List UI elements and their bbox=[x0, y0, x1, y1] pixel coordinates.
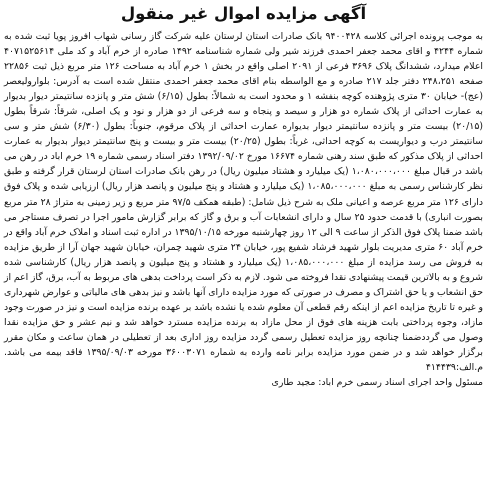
notice-body: به موجب پرونده اجرائی کلاسه ۹۴۰۰۴۲۸ بانک صادرات استان لرستان علیه شرکت گاز رسانی شهاب افروز پویا ثبت شده به شماره ۴۲۴۴ و اقای محمد جعفر احمدی فرزند شیر ولی شماره شناسنامه ۱۴۹۲ صادره از خرم آباد و کد ملی ۴۰۷۱۵۲۵۶۱۴ اعلام میدارد، ششدانگ پلاک ۳۶۹۶ فرعی از ۲۰۹۱ اصلی واقع در بخش ۱ خرم آباد به مساحت ۱۲۶ متر مربع ذیل ثبت ۲۲۸۵۶ صفحه ۲۴۸،۲۵۱ دفتر جلد ۲۱۷ صادره و مع الواسطه بنام اقای محمد جعفر احمدی منتقل شده است به آدرس: بلوارولیعصر (عج)- خیابان ۳۰ متری پژوهنده کوچه بنفشه ۱ و محدود است به شمالاً: بطول (۶/۱۵) شش متر و پانزده سانتیمتر دیوار بدیوار به عمارت احداثی از پلاک شماره دو هزار و سیصد و پنجاه و سه فرعی از دو هزار و نود و یک اصلی، شرقاً: شرقاً بطول (۲۰/۱۵) بیست متر و پانزده سانتیمتر دیوار بدیواره عمارت احداثی از پلاک مرقوم، جنوباً: بطول (۶/۳۰) شش متر و سی سانتیمتر درب و دیواریست به کوچه احداثی، غرباً: بطول (۲۰/۲۵) بیست متر و بیست و پنج سانتیمتر دیوار بدیوار به عمارت احداثی از پلاک مذکور که طبق سند رهنی شماره ۱۶۶۷۴ مورخ ۱۳۹۲/۰۹/۰۲ دفتر اسناد رسمی شماره ۱۹ خرم اباد در رهن می باشد در قبال مبلغ ۱،۰۸۰،۰۰۰،۰۰۰ (یک میلیارد و هشتاد میلیون ریال) در رهن بانک صادرات استان لرستان قرار گرفته و طبق نظر کارشناس رسمی به مبلغ ۱،۰۸۵،۰۰۰،۰۰۰ (یک میلیارد و هشتاد و پنج میلیون و پانصد هزار ریال) ارزیابی شده و پلاک فوق دارای ۱۲۶ متر مربع عرصه و اعیانی ملک به شرح ذیل شامل: (طبقه همکف ۹۷/۵ متر مربع و زیر زمینی به متراژ ۲۸ متر مربع بصورت انباری) با قدمت حدود ۲۵ سال و دارای انشعابات آب و برق و گاز که برابر گزارش مامور اجرا در تصرف مستاجر می باشد ضمنا پلاک فوق الذکر از ساعت ۹ الی ۱۲ روز چهارشنبه مورخه ۱۳۹۵/۱۰/۱۵ در اداره ثبت اسناد و املاک خرم آباد واقع در خرم آباد ۶۰ متری مدیریت بلوار شهید فرشاد شفیع پور، خیابان ۲۴ متری شهید چمران، خیابان شهید جهان آرا از طریق مزایده به فروش می رسد مزایده از مبلغ ۱،۰۸۵،۰۰۰،۰۰۰ (یک میلیارد و هشتاد و پنج میلیون و پانصد هزار ریال) کارشناسی شده شروع و به بالاترین قیمت پیشنهادی نقدا فروخته می شود. لازم به ذکر است پرداخت بدهی های مربوط به آب، برق، گاز اعم از حق انشعاب و یا حق اشتراک و مصرف در صورتی که مورد مزایده دارای آنها باشد و نیز بدهی های مالیاتی و عوارض شهرداری و غیره تا تاریخ مزایده اعم از اینکه رقم قطعی آن معلوم شده یا نشده باشد بر عهده برنده مزایده است و نیز در صورت وجود مازاد، وجوه پرداختی بابت هزینه های فوق از محل مازاد به برنده مزایده مسترد خواهد شد و نیم عشر و حق مزایده نقدا وصول می گرددضمنا چنانچه روز مزایده تعطیل رسمی گردد مزایده روز اداری بعد از تعطیلی در همان ساعت و مکان مقرر برگزار خواهد شد و در ضمن مورد مزایده برابر نامه وارده به شماره ۳۶۰۰۳۰۷۱ مورخه ۱۳۹۵/۰۹/۰۳ فاقد بیمه می باشد. م.الف:۴۱۴۴۳۹ bbox=[4, 31, 484, 374]
notice-title: آگهی مزایده اموال غیر منقول bbox=[120, 4, 367, 23]
notice-signature: مسئول واحد اجرای اسناد رسمی خرم اباد: مجید طاری bbox=[271, 377, 483, 389]
